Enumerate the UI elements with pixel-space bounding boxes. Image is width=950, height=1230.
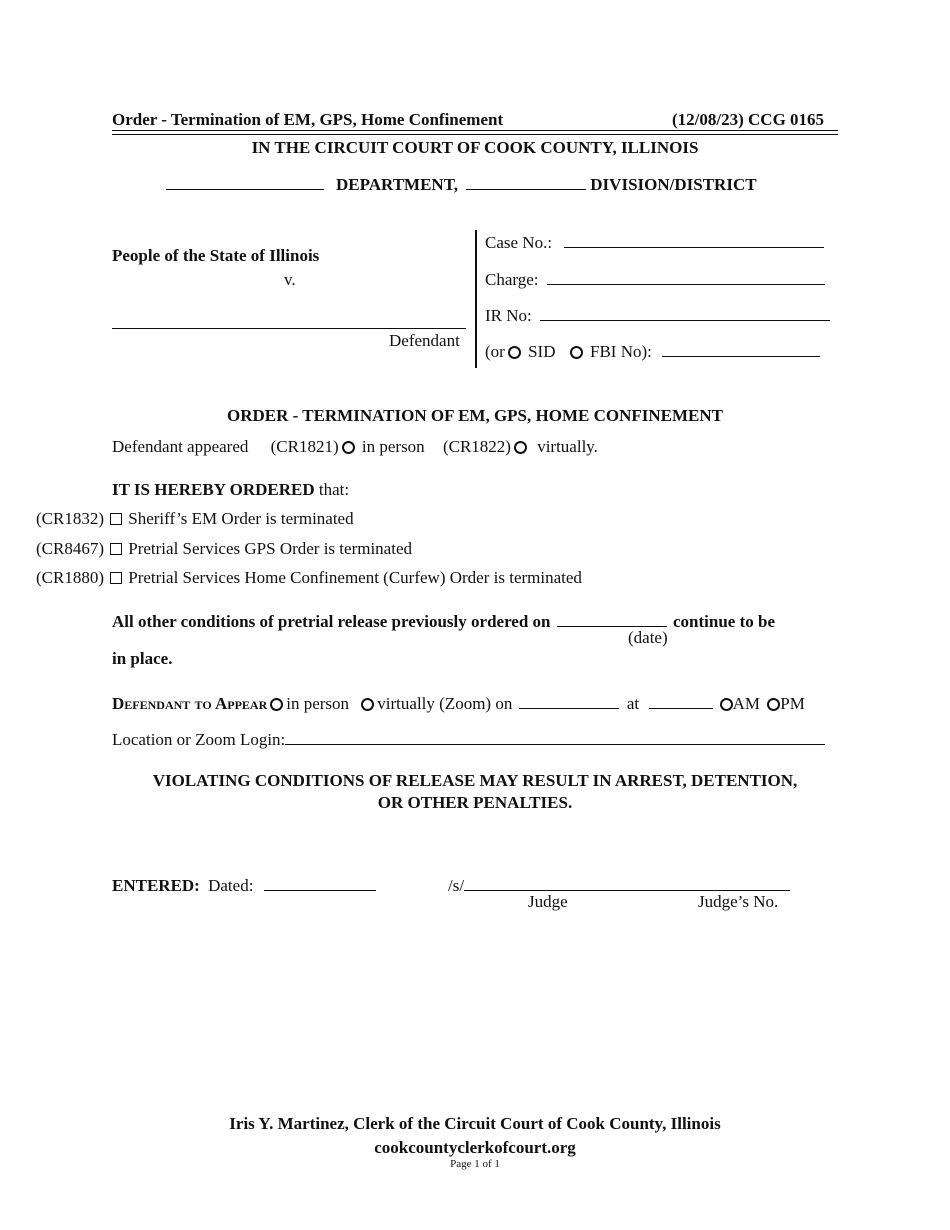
item-text: Sheriff’s EM Order is terminated [128,509,354,528]
charge-label: Charge: [485,270,539,289]
header-rule-1 [112,130,838,131]
or-label: (or [485,342,505,361]
at-label: at [626,694,640,713]
signature-prefix: /s/ [448,876,465,895]
case-no-row [485,232,824,253]
in-person-label: in person [361,437,425,456]
item-code: (CR1832) [36,509,104,528]
conditions-text: All other conditions of pretrial release previously ordered on [112,612,551,631]
dated-label: Dated: [208,876,254,895]
gps-checkbox[interactable] [110,543,122,555]
caption-divider [475,230,477,368]
sid-label: SID [528,342,556,361]
in-person-radio[interactable] [342,441,355,454]
department-blank[interactable] [166,174,324,190]
appear-label: Defendant to Appear [112,694,268,713]
dated-field[interactable] [264,875,376,891]
location-field[interactable] [285,729,825,745]
conditions-date-field[interactable] [557,611,667,627]
division-blank[interactable] [466,174,586,190]
virtually-label: virtually. [537,437,598,456]
conditions-line [112,611,775,632]
court-title: IN THE CIRCUIT COURT OF COOK COUNTY, ILLINOIS [251,138,699,157]
page-number: Page 1 of 1 [450,1158,500,1170]
charge-row [485,269,825,290]
ir-no-row [485,305,830,326]
pm-label: PM [780,694,805,713]
plaintiff: People of the State of Illinois [112,246,320,265]
hereby-ordered [112,480,349,500]
home-confinement-checkbox[interactable] [110,572,122,584]
fbi-radio[interactable] [570,346,583,359]
cr1822-code: (CR1822) [442,437,511,456]
hereby-label: IT IS HEREBY ORDERED [112,480,315,499]
item-text: Pretrial Services GPS Order is terminated [128,539,412,558]
clerk-name: Iris Y. Martinez, Clerk of the Circuit Court of Cook County, Illinois [229,1114,721,1133]
appear-in-person-label: in person [286,694,350,713]
location-row [112,729,825,750]
case-no-label: Case No.: [485,233,553,252]
order-title: ORDER - TERMINATION OF EM, GPS, HOME CONFINEMENT [226,406,723,425]
am-radio[interactable] [720,698,733,711]
order-item [36,568,582,588]
virtual-radio[interactable] [514,441,527,454]
department-line [166,174,757,195]
appeared-label: Defendant appeared [112,437,249,456]
ir-no-field[interactable] [540,305,830,321]
appear-virtual-radio[interactable] [361,698,374,711]
fbi-label: FBI No): [589,342,652,361]
order-item [36,539,412,559]
charge-field[interactable] [547,269,825,285]
sid-fbi-field[interactable] [662,341,820,357]
warning-line-2: OR OTHER PENALTIES. [377,793,573,812]
form-code: (12/08/23) CCG 0165 [672,110,825,129]
clerk-website: cookcountyclerkofcourt.org [374,1138,576,1157]
appear-time-field[interactable] [649,693,713,709]
defendant-name-line[interactable] [112,328,466,329]
defendant-label: Defendant [389,331,460,350]
order-item [36,509,354,529]
department-label: DEPARTMENT, [336,175,459,194]
versus: v. [284,270,296,289]
division-label: DIVISION/DISTRICT [590,175,757,194]
sid-fbi-row [485,341,820,362]
cr1821-code: (CR1821) [270,437,339,456]
appear-row [112,693,805,714]
date-hint: (date) [628,628,668,647]
appear-virtual-label: virtually (Zoom) on [377,694,513,713]
am-label: AM [732,694,761,713]
case-no-field[interactable] [564,232,824,248]
signature-field[interactable] [464,875,790,891]
ir-no-label: IR No: [485,306,532,325]
appear-date-field[interactable] [519,693,619,709]
item-code: (CR1880) [36,568,104,587]
form-title: Order - Termination of EM, GPS, Home Confinement [112,110,504,129]
that-label: that: [318,480,350,499]
conditions-continue: continue to be [673,612,776,631]
entered-row [112,875,376,896]
sid-radio[interactable] [508,346,521,359]
warning-line-1: VIOLATING CONDITIONS OF RELEASE MAY RESULT IN ARREST, DETENTION, [152,771,798,790]
location-label: Location or Zoom Login: [112,730,286,749]
conditions-end: in place. [112,649,173,668]
entered-label: ENTERED: [112,876,200,895]
pm-radio[interactable] [767,698,780,711]
judge-no-label: Judge’s No. [698,892,779,911]
em-checkbox[interactable] [110,513,122,525]
judge-label: Judge [528,892,568,911]
item-code: (CR8467) [36,539,104,558]
appear-in-person-radio[interactable] [270,698,283,711]
item-text: Pretrial Services Home Confinement (Curfew) Order is terminated [128,568,582,587]
header-rule-2 [112,134,838,135]
appearance-row [112,437,598,457]
